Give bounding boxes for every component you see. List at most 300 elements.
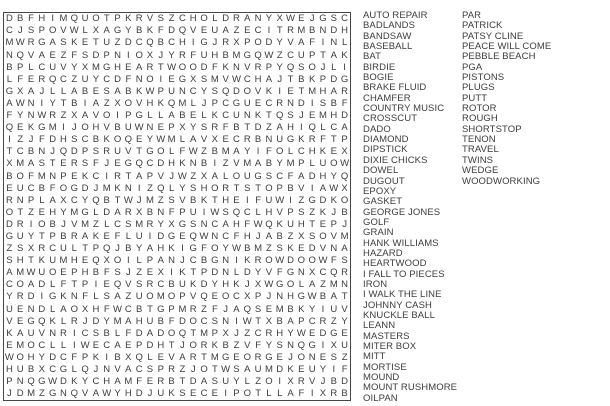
grid-cell-letter: R bbox=[135, 13, 143, 25]
grid-cell-letter: J bbox=[277, 73, 283, 85]
grid-cell-letter: D bbox=[114, 73, 121, 85]
grid-cell-letter: Y bbox=[114, 388, 121, 400]
grid-cell-letter: B bbox=[222, 339, 229, 351]
grid-cell-letter: A bbox=[81, 230, 89, 242]
grid-cell-letter: M bbox=[59, 255, 68, 267]
grid-cell-letter: C bbox=[81, 134, 89, 146]
grid-cell-letter: V bbox=[27, 49, 35, 61]
grid-cell-letter: H bbox=[49, 206, 57, 218]
grid-cell-letter: M bbox=[146, 194, 154, 206]
word-list-item: HEARTWOOD bbox=[363, 258, 427, 270]
grid-cell-letter: F bbox=[103, 303, 110, 315]
grid-cell-letter: K bbox=[254, 110, 262, 122]
grid-cell-letter: V bbox=[319, 243, 327, 255]
grid-cell-letter: R bbox=[319, 315, 327, 327]
grid-cell-letter: P bbox=[92, 243, 100, 255]
grid-cell-letter: Y bbox=[27, 230, 35, 242]
grid-cell-letter: R bbox=[308, 134, 316, 146]
grid-cell-letter: E bbox=[341, 327, 348, 339]
grid-cell-letter: N bbox=[308, 351, 316, 363]
grid-cell-letter: F bbox=[28, 13, 34, 25]
grid-cell-letter: S bbox=[200, 122, 208, 134]
grid-cell-letter: R bbox=[114, 170, 121, 182]
grid-cell-letter: J bbox=[180, 255, 185, 267]
grid-cell-letter: H bbox=[287, 291, 294, 303]
grid-cell-letter: A bbox=[135, 61, 143, 73]
grid-cell-letter: O bbox=[113, 255, 122, 267]
grid-cell-letter: X bbox=[341, 146, 348, 158]
grid-cell-letter: G bbox=[308, 339, 316, 351]
grid-cell-letter: A bbox=[92, 97, 100, 109]
grid-cell-letter: U bbox=[81, 13, 89, 25]
grid-cell-letter: S bbox=[276, 243, 283, 255]
word-list-item: PAR bbox=[462, 10, 482, 21]
grid-cell-letter: N bbox=[146, 122, 154, 134]
grid-row bbox=[4, 73, 350, 85]
grid-cell-letter: A bbox=[125, 315, 132, 327]
word-list-item: CHAMFER bbox=[363, 92, 411, 104]
grid-cell-letter: J bbox=[201, 97, 207, 109]
grid-row bbox=[4, 207, 350, 219]
grid-cell-letter: F bbox=[49, 182, 56, 194]
grid-cell-letter: V bbox=[190, 291, 197, 303]
grid-cell-letter: X bbox=[222, 327, 229, 339]
grid-cell-letter: M bbox=[102, 182, 111, 194]
grid-cell-letter: Z bbox=[266, 243, 272, 255]
grid-cell-letter: S bbox=[341, 255, 348, 267]
grid-cell-letter: S bbox=[17, 243, 24, 255]
grid-cell-letter: F bbox=[136, 376, 143, 388]
grid-cell-letter: B bbox=[6, 170, 13, 182]
grid-cell-letter: A bbox=[114, 206, 121, 218]
grid-cell-letter: F bbox=[168, 315, 175, 327]
grid-cell-letter: M bbox=[59, 13, 68, 25]
grid-cell-letter: I bbox=[191, 37, 195, 49]
grid-cell-letter: O bbox=[243, 85, 251, 97]
grid-row bbox=[4, 110, 350, 122]
grid-cell-letter: V bbox=[125, 279, 132, 291]
grid-cell-letter: B bbox=[168, 279, 175, 291]
grid-cell-letter: D bbox=[135, 327, 143, 339]
word-list-item: HAZARD bbox=[363, 247, 403, 259]
grid-cell-letter: K bbox=[125, 13, 132, 25]
grid-cell-letter: Z bbox=[71, 73, 78, 85]
grid-cell-letter: I bbox=[267, 25, 271, 37]
grid-cell-letter: J bbox=[255, 230, 261, 242]
grid-cell-letter: I bbox=[94, 279, 98, 291]
grid-cell-letter: O bbox=[265, 182, 273, 194]
grid-cell-letter: W bbox=[145, 85, 155, 97]
grid-cell-letter: Z bbox=[287, 230, 294, 242]
word-list-item: TENON bbox=[462, 134, 496, 146]
grid-cell-letter: R bbox=[276, 97, 284, 109]
grid-cell-letter: G bbox=[221, 351, 230, 363]
grid-cell-letter: O bbox=[200, 13, 208, 25]
grid-cell-letter: X bbox=[103, 255, 110, 267]
grid-cell-letter: M bbox=[340, 230, 349, 242]
grid-cell-letter: L bbox=[71, 364, 77, 376]
grid-cell-letter: F bbox=[244, 218, 251, 230]
grid-cell-letter: Y bbox=[341, 315, 348, 327]
word-list-item: MASTERS bbox=[363, 330, 410, 342]
grid-cell-letter: G bbox=[38, 376, 46, 388]
grid-cell-letter: D bbox=[49, 134, 57, 146]
grid-cell-letter: R bbox=[222, 182, 230, 194]
word-list-item: ROTOR bbox=[462, 103, 497, 115]
grid-cell-letter: G bbox=[178, 218, 187, 230]
grid-cell-letter: S bbox=[330, 13, 337, 25]
grid-cell-letter: L bbox=[60, 315, 67, 327]
grid-cell-letter: F bbox=[6, 110, 13, 122]
grid-cell-letter: E bbox=[330, 146, 337, 158]
grid-cell-letter: O bbox=[157, 146, 165, 158]
grid-cell-letter: W bbox=[15, 37, 25, 49]
grid-cell-letter: K bbox=[190, 279, 197, 291]
grid-cell-letter: Z bbox=[136, 267, 143, 279]
grid-cell-letter: J bbox=[320, 376, 326, 388]
grid-cell-letter: K bbox=[222, 61, 229, 73]
grid-cell-letter: Q bbox=[81, 364, 89, 376]
grid-cell-letter: M bbox=[81, 218, 90, 230]
grid-cell-letter: Y bbox=[60, 206, 67, 218]
grid-cell-letter: N bbox=[319, 25, 327, 37]
grid-cell-letter: V bbox=[330, 230, 337, 242]
grid-cell-letter: C bbox=[49, 243, 57, 255]
grid-cell-letter: C bbox=[168, 37, 176, 49]
grid-cell-letter: E bbox=[125, 61, 132, 73]
grid-cell-letter: F bbox=[82, 291, 88, 303]
grid-cell-letter: D bbox=[103, 206, 111, 218]
grid-cell-letter: H bbox=[103, 376, 111, 388]
grid-cell-letter: N bbox=[124, 182, 132, 194]
grid-cell-letter: X bbox=[254, 279, 262, 291]
grid-cell-letter: A bbox=[6, 267, 13, 279]
grid-row bbox=[4, 134, 350, 146]
grid-cell-letter: P bbox=[81, 279, 89, 291]
grid-cell-letter: Y bbox=[287, 327, 294, 339]
grid-cell-letter: R bbox=[330, 388, 338, 400]
grid-cell-letter: O bbox=[113, 134, 122, 146]
grid-cell-letter: Z bbox=[341, 351, 348, 363]
grid-cell-letter: P bbox=[341, 134, 348, 146]
grid-cell-letter: C bbox=[233, 291, 240, 303]
grid-cell-letter: Y bbox=[125, 25, 132, 37]
grid-cell-letter: G bbox=[297, 291, 306, 303]
grid-cell-letter: T bbox=[6, 146, 13, 158]
word-list-item: CROSSCUT bbox=[363, 113, 418, 125]
grid-cell-letter: G bbox=[157, 303, 165, 315]
grid-cell-letter: C bbox=[341, 13, 349, 25]
grid-cell-letter: J bbox=[244, 279, 250, 291]
grid-cell-letter: C bbox=[60, 73, 67, 85]
grid-cell-letter: L bbox=[233, 267, 240, 279]
grid-cell-letter: L bbox=[136, 255, 142, 267]
grid-cell-letter: S bbox=[38, 158, 46, 170]
grid-cell-letter: T bbox=[298, 85, 305, 97]
word-search-grid bbox=[3, 12, 351, 401]
grid-cell-letter: I bbox=[83, 97, 87, 109]
grid-cell-letter: F bbox=[71, 351, 78, 363]
grid-cell-letter: A bbox=[308, 279, 316, 291]
grid-cell-letter: M bbox=[37, 170, 46, 182]
grid-cell-letter: O bbox=[243, 388, 251, 400]
grid-cell-letter: D bbox=[189, 376, 197, 388]
grid-cell-letter: E bbox=[103, 230, 110, 242]
grid-cell-letter: Y bbox=[276, 37, 283, 49]
grid-cell-letter: K bbox=[92, 230, 100, 242]
grid-cell-letter: E bbox=[222, 134, 229, 146]
grid-cell-letter: H bbox=[38, 13, 46, 25]
grid-cell-letter: K bbox=[81, 170, 89, 182]
grid-cell-letter: U bbox=[16, 182, 24, 194]
grid-cell-letter: M bbox=[91, 61, 100, 73]
grid-cell-letter: J bbox=[93, 364, 99, 376]
grid-cell-letter: I bbox=[213, 158, 217, 170]
grid-cell-letter: T bbox=[255, 388, 261, 400]
grid-cell-letter: B bbox=[114, 122, 121, 134]
grid-cell-letter: H bbox=[297, 218, 305, 230]
grid-cell-letter: N bbox=[16, 194, 24, 206]
word-list-item: WEDGE bbox=[462, 165, 499, 177]
grid-cell-letter: F bbox=[276, 267, 283, 279]
grid-cell-letter: C bbox=[114, 218, 121, 230]
grid-cell-letter: J bbox=[104, 158, 110, 170]
grid-cell-letter: D bbox=[233, 85, 240, 97]
grid-cell-letter: R bbox=[297, 376, 305, 388]
grid-cell-letter: O bbox=[167, 327, 176, 339]
grid-cell-letter: J bbox=[180, 339, 185, 351]
grid-cell-letter: E bbox=[81, 255, 89, 267]
grid-cell-letter: D bbox=[5, 218, 13, 230]
grid-cell-letter: B bbox=[125, 85, 132, 97]
grid-cell-letter: H bbox=[200, 182, 208, 194]
grid-cell-letter: L bbox=[255, 206, 261, 218]
grid-cell-letter: A bbox=[114, 85, 121, 97]
grid-cell-letter: D bbox=[92, 49, 100, 61]
grid-cell-letter: N bbox=[49, 327, 57, 339]
grid-cell-letter: Y bbox=[254, 267, 262, 279]
grid-cell-letter: J bbox=[234, 327, 239, 339]
grid-cell-letter: E bbox=[17, 122, 24, 134]
grid-cell-letter: M bbox=[308, 85, 317, 97]
grid-cell-letter: K bbox=[168, 243, 175, 255]
grid-cell-letter: D bbox=[178, 315, 186, 327]
grid-cell-letter: O bbox=[297, 351, 306, 363]
grid-cell-letter: O bbox=[5, 206, 14, 218]
grid-cell-letter: L bbox=[104, 218, 110, 230]
grid-cell-letter: Q bbox=[92, 255, 100, 267]
grid-cell-letter: F bbox=[201, 243, 207, 255]
grid-cell-letter: J bbox=[136, 194, 142, 206]
grid-cell-letter: B bbox=[17, 13, 24, 25]
grid-cell-letter: I bbox=[310, 388, 314, 400]
grid-cell-letter: J bbox=[309, 13, 315, 25]
grid-cell-letter: G bbox=[5, 85, 14, 97]
grid-cell-letter: U bbox=[211, 25, 219, 37]
grid-cell-letter: N bbox=[60, 388, 67, 400]
grid-cell-letter: C bbox=[38, 339, 46, 351]
word-list-item: JOHNNY CASH bbox=[363, 299, 433, 311]
grid-cell-letter: R bbox=[287, 25, 294, 37]
grid-cell-letter: C bbox=[243, 73, 251, 85]
grid-cell-letter: H bbox=[81, 267, 89, 279]
grid-cell-letter: M bbox=[5, 37, 14, 49]
grid-cell-letter: D bbox=[211, 267, 219, 279]
grid-cell-letter: O bbox=[211, 182, 219, 194]
grid-cell-letter: L bbox=[277, 388, 283, 400]
grid-cell-letter: B bbox=[319, 291, 327, 303]
grid-cell-letter: G bbox=[286, 134, 295, 146]
grid-cell-letter: A bbox=[135, 170, 143, 182]
grid-cell-letter: X bbox=[27, 243, 35, 255]
grid-cell-letter: O bbox=[27, 339, 35, 351]
grid-cell-letter: Y bbox=[308, 303, 316, 315]
grid-cell-letter: H bbox=[189, 13, 197, 25]
grid-cell-letter: H bbox=[27, 351, 35, 363]
grid-cell-letter: H bbox=[319, 170, 327, 182]
grid-cell-letter: Z bbox=[222, 158, 229, 170]
grid-cell-letter: U bbox=[135, 291, 143, 303]
grid-cell-letter: Q bbox=[330, 267, 338, 279]
grid-cell-letter: V bbox=[244, 339, 251, 351]
grid-cell-letter: N bbox=[200, 218, 208, 230]
grid-cell-letter: S bbox=[27, 25, 35, 37]
grid-cell-letter: U bbox=[254, 364, 262, 376]
grid-cell-letter: D bbox=[200, 61, 208, 73]
grid-cell-letter: J bbox=[288, 351, 293, 363]
grid-cell-letter: X bbox=[157, 267, 164, 279]
grid-cell-letter: C bbox=[103, 73, 111, 85]
grid-cell-letter: V bbox=[125, 146, 132, 158]
grid-cell-letter: Q bbox=[167, 97, 176, 109]
grid-cell-letter: Q bbox=[27, 376, 35, 388]
grid-cell-letter: W bbox=[275, 255, 285, 267]
grid-cell-letter: V bbox=[265, 267, 273, 279]
grid-cell-letter: K bbox=[179, 267, 186, 279]
grid-cell-letter: L bbox=[179, 134, 186, 146]
grid-cell-letter: W bbox=[242, 315, 252, 327]
grid-cell-letter: E bbox=[298, 243, 305, 255]
grid-cell-letter: Z bbox=[309, 206, 316, 218]
grid-cell-letter: R bbox=[27, 37, 35, 49]
grid-cell-letter: F bbox=[309, 37, 316, 49]
grid-cell-letter: D bbox=[319, 327, 327, 339]
word-list-item: PISTONS bbox=[462, 72, 505, 84]
grid-cell-letter: Z bbox=[125, 291, 132, 303]
grid-cell-letter: H bbox=[157, 243, 165, 255]
grid-cell-letter: O bbox=[330, 158, 338, 170]
grid-cell-letter: W bbox=[188, 146, 198, 158]
grid-cell-letter: Y bbox=[38, 351, 46, 363]
grid-cell-letter: X bbox=[6, 158, 13, 170]
grid-cell-letter: R bbox=[341, 85, 349, 97]
grid-cell-letter: V bbox=[60, 61, 67, 73]
grid-cell-letter: L bbox=[266, 388, 272, 400]
grid-cell-letter: E bbox=[135, 134, 143, 146]
grid-cell-letter: P bbox=[157, 364, 164, 376]
grid-cell-letter: Z bbox=[233, 25, 240, 37]
grid-cell-letter: H bbox=[233, 218, 240, 230]
grid-cell-letter: Z bbox=[60, 49, 67, 61]
word-list-item: DADO bbox=[363, 123, 391, 135]
grid-cell-letter: E bbox=[157, 122, 164, 134]
grid-cell-letter: K bbox=[319, 146, 327, 158]
grid-cell-letter: A bbox=[49, 194, 56, 206]
grid-cell-letter: M bbox=[200, 327, 208, 339]
grid-cell-letter: D bbox=[124, 37, 132, 49]
grid-cell-letter: L bbox=[93, 206, 99, 218]
grid-cell-letter: L bbox=[158, 110, 164, 122]
grid-cell-letter: H bbox=[265, 206, 273, 218]
grid-cell-letter: T bbox=[309, 218, 316, 230]
grid-cell-letter: J bbox=[147, 388, 153, 400]
grid-cell-letter: L bbox=[71, 243, 77, 255]
grid-cell-letter: H bbox=[211, 49, 219, 61]
grid-cell-letter: H bbox=[287, 122, 294, 134]
grid-cell-letter: C bbox=[157, 279, 165, 291]
grid-cell-letter: X bbox=[92, 25, 100, 37]
grid-cell-letter: V bbox=[157, 170, 164, 182]
grid-cell-letter: R bbox=[341, 267, 349, 279]
grid-cell-letter: X bbox=[135, 206, 143, 218]
grid-cell-letter: B bbox=[125, 243, 132, 255]
grid-cell-letter: O bbox=[92, 13, 100, 25]
grid-cell-letter: G bbox=[265, 351, 273, 363]
word-list-item: GRAIN bbox=[363, 227, 394, 239]
grid-cell-letter: N bbox=[103, 364, 111, 376]
grid-cell-letter: N bbox=[330, 37, 338, 49]
grid-cell-letter: D bbox=[276, 364, 284, 376]
grid-cell-letter: A bbox=[330, 291, 337, 303]
grid-cell-letter: R bbox=[146, 218, 154, 230]
grid-cell-letter: W bbox=[231, 243, 241, 255]
grid-row bbox=[4, 219, 350, 231]
grid-cell-letter: B bbox=[330, 376, 337, 388]
grid-cell-letter: A bbox=[254, 158, 262, 170]
grid-cell-letter: S bbox=[308, 230, 316, 242]
grid-cell-letter: L bbox=[201, 110, 207, 122]
grid-cell-letter: N bbox=[233, 61, 240, 73]
grid-cell-letter: P bbox=[146, 255, 154, 267]
grid-cell-letter: D bbox=[135, 388, 143, 400]
grid-cell-letter: C bbox=[38, 61, 46, 73]
grid-cell-letter: O bbox=[265, 376, 273, 388]
grid-cell-letter: S bbox=[190, 182, 197, 194]
grid-cell-letter: V bbox=[60, 25, 67, 37]
grid-cell-letter: G bbox=[189, 243, 197, 255]
grid-cell-letter: I bbox=[40, 97, 44, 109]
grid-cell-letter: F bbox=[211, 303, 218, 315]
grid-cell-letter: Y bbox=[103, 315, 110, 327]
grid-cell-letter: A bbox=[341, 122, 348, 134]
word-list-item: OILPAN bbox=[363, 392, 398, 404]
grid-cell-letter: W bbox=[221, 364, 231, 376]
grid-cell-letter: V bbox=[254, 85, 262, 97]
grid-cell-letter: Z bbox=[93, 218, 99, 230]
grid-cell-letter: N bbox=[178, 85, 186, 97]
grid-cell-letter: E bbox=[200, 25, 208, 37]
grid-cell-letter: Z bbox=[38, 388, 45, 400]
grid-cell-letter: C bbox=[308, 315, 316, 327]
grid-cell-letter: K bbox=[265, 85, 273, 97]
grid-cell-letter: O bbox=[265, 255, 273, 267]
word-list-item: BRAKE FLUID bbox=[363, 82, 427, 94]
grid-cell-letter: G bbox=[146, 146, 154, 158]
word-list-item: MOUND bbox=[363, 372, 400, 384]
grid-cell-letter: A bbox=[81, 110, 89, 122]
grid-cell-letter: B bbox=[71, 97, 78, 109]
grid-cell-letter: I bbox=[224, 388, 227, 400]
